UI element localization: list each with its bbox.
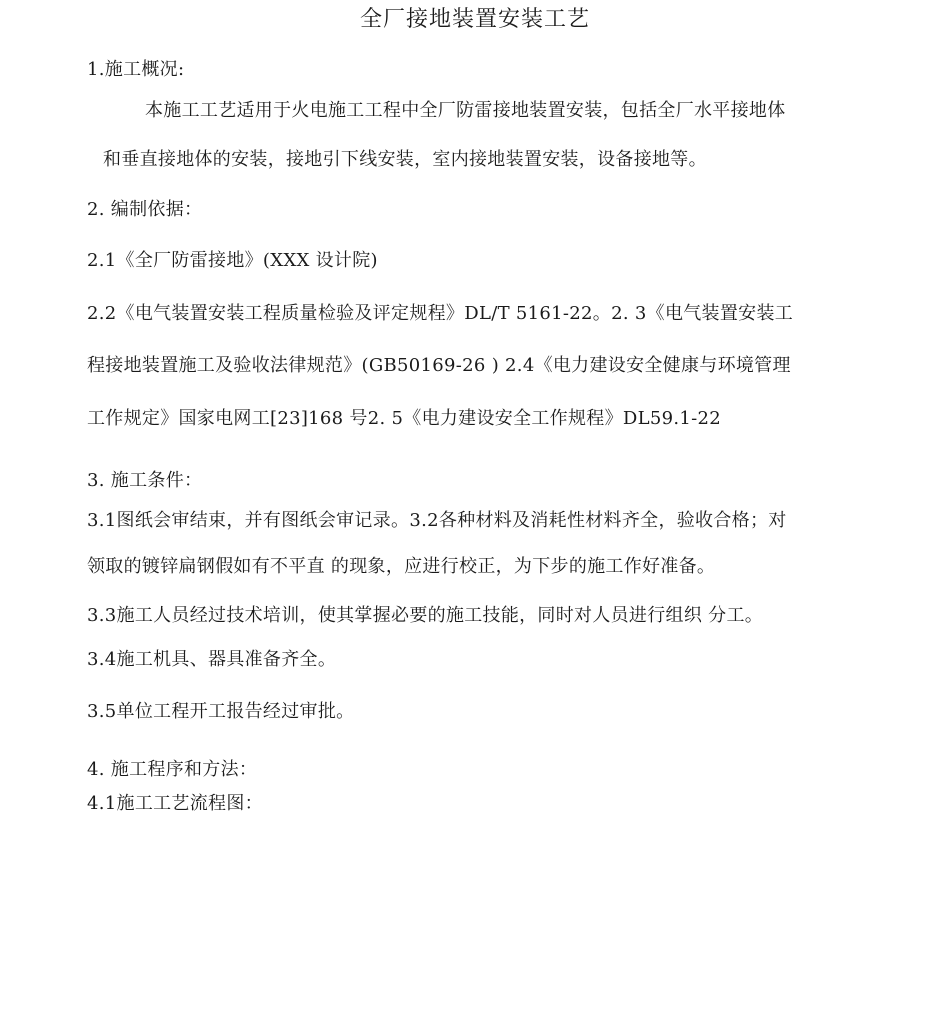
section-2-2-line-3: 工作规定》国家电网工[23]168 号2. 5《电力建设安全工作规程》DL59.1-22 <box>87 408 722 429</box>
section-3-4-item: 3.4施工机具、器具准备齐全。 <box>87 649 337 670</box>
section-3-3-item: 3.3施工人员经过技术培训，使其掌握必要的施工技能，同时对人员进行组织 分工。 <box>87 605 764 626</box>
section-3-1-line-2: 领取的镀锌扁钢假如有不平直 的现象，应进行校正，为下步的施工作好准备。 <box>87 556 716 577</box>
section-3-5-item: 3.5单位工程开工报告经过审批。 <box>87 701 355 722</box>
section-3-heading: 3. 施工条件： <box>87 470 203 491</box>
section-1-paragraph-line-2: 和垂直接地体的安装，接地引下线安装，室内接地装置安装，设备接地等。 <box>103 149 707 170</box>
section-2-1-item: 2.1《全厂防雷接地》(XXX 设计院) <box>87 250 378 271</box>
section-3-1-line-1: 3.1图纸会审结束，并有图纸会审记录。3.2各种材料及消耗性材料齐全，验收合格；对 <box>87 510 787 531</box>
section-4-heading: 4. 施工程序和方法： <box>87 759 258 780</box>
document-title: 全厂接地装置安装工艺 <box>359 7 590 32</box>
section-2-2-line-2: 程接地装置施工及验收法律规范》(GB50169-26 ) 2.4《电力建设安全健康与环境管理 <box>87 355 791 376</box>
section-1-heading: 1.施工概况: <box>87 59 185 80</box>
section-2-heading: 2. 编制依据： <box>87 199 203 220</box>
section-4-1-item: 4.1施工工艺流程图： <box>87 793 263 814</box>
section-1-paragraph-line-1: 本施工工艺适用于火电施工工程中全厂防雷接地装置安装，包括全厂水平接地体 <box>145 100 786 121</box>
section-2-2-line-1: 2.2《电气装置安装工程质量检验及评定规程》DL/T 5161-22。2. 3《电气装置安装工 <box>87 303 794 324</box>
